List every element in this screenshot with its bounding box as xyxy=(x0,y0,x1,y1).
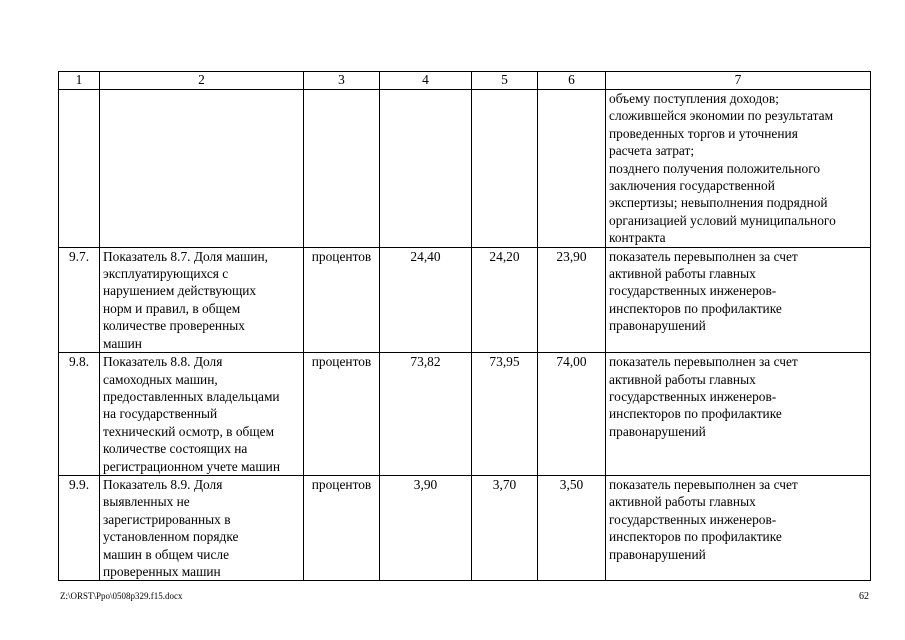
name-line: Показатель 8.7. Доля машин, xyxy=(103,248,269,264)
name-line: нарушением действующих xyxy=(103,283,257,299)
note-line: заключения государственной xyxy=(609,178,775,194)
note-cell xyxy=(606,353,871,476)
note-line: показатель перевыполнен за счет xyxy=(609,476,798,492)
name-line: машин xyxy=(103,335,142,351)
column-header-4: 4 xyxy=(380,72,472,90)
note-line: активной работы главных xyxy=(609,494,756,510)
note-line: расчета затрат; xyxy=(609,143,695,159)
value-col4: 24,40 xyxy=(380,247,472,352)
note-line: сложившейся экономии по результатам xyxy=(609,108,834,124)
note-line: показатель перевыполнен за счет xyxy=(609,354,798,370)
indicator-name xyxy=(100,353,304,476)
unit-cell: процентов xyxy=(304,247,380,352)
name-line: установленном порядке xyxy=(103,529,239,545)
note-line: инспекторов по профилактике xyxy=(609,529,782,545)
note-line: правонарушений xyxy=(609,318,706,334)
note-line: государственных инженеров- xyxy=(609,283,777,299)
row-number: 9.8. xyxy=(59,353,100,476)
name-line: на государственный xyxy=(103,406,218,422)
note-cell xyxy=(606,247,871,352)
value-col6: 3,50 xyxy=(538,475,606,580)
note-line: инспекторов по профилактике xyxy=(609,300,782,316)
note-line: экспертизы; невыполнения подрядной xyxy=(609,195,828,211)
header-row xyxy=(59,72,871,90)
note-line: показатель перевыполнен за счет xyxy=(609,248,798,264)
column-header-3: 3 xyxy=(304,72,380,90)
report-table xyxy=(58,71,871,581)
continuation-name-cell xyxy=(100,90,304,248)
column-header-2: 2 xyxy=(100,72,304,90)
note-line: активной работы главных xyxy=(609,371,756,387)
name-line: зарегистрированных в xyxy=(103,511,231,527)
column-header-7: 7 xyxy=(606,72,871,90)
unit-cell: процентов xyxy=(304,353,380,476)
name-line: предоставленных владельцами xyxy=(103,388,280,404)
note-line: организацией условий муниципального xyxy=(609,212,836,228)
indicator-name xyxy=(100,475,304,580)
continuation-num-cell xyxy=(59,90,100,248)
name-line: Показатель 8.8. Доля xyxy=(103,354,223,370)
name-line: Показатель 8.9. Доля xyxy=(103,476,223,492)
note-line: объему поступления доходов; xyxy=(609,91,779,106)
page-number: 62 xyxy=(859,591,869,602)
note-line: активной работы главных xyxy=(609,266,756,282)
unit-cell: процентов xyxy=(304,475,380,580)
note-line: проведенных торгов и уточнения xyxy=(609,125,798,141)
table-row-9-9 xyxy=(59,475,871,580)
continuation-unit-cell xyxy=(304,90,380,248)
table-row-9-7 xyxy=(59,247,871,352)
note-cell xyxy=(606,475,871,580)
note-line: государственных инженеров- xyxy=(609,511,777,527)
name-line: выявленных не xyxy=(103,494,190,510)
value-col6: 23,90 xyxy=(538,247,606,352)
column-header-6: 6 xyxy=(538,72,606,90)
value-col4: 73,82 xyxy=(380,353,472,476)
value-col5: 3,70 xyxy=(472,475,538,580)
column-header-1: 1 xyxy=(59,72,100,90)
name-line: норм и правил, в общем xyxy=(103,300,241,316)
continuation-value-cell xyxy=(538,90,606,248)
note-line: инспекторов по профилактике xyxy=(609,406,782,422)
name-line: проверенных машин xyxy=(103,563,221,579)
note-line: правонарушений xyxy=(609,423,706,439)
note-line: позднего получения положительного xyxy=(609,160,821,176)
note-line: контракта xyxy=(609,230,666,246)
note-line: правонарушений xyxy=(609,546,706,562)
table-row-9-8 xyxy=(59,353,871,476)
value-col5: 73,95 xyxy=(472,353,538,476)
continuation-note-cell xyxy=(606,90,871,248)
continuation-value-cell xyxy=(472,90,538,248)
name-line: количестве состоящих на xyxy=(103,441,248,457)
indicator-name xyxy=(100,247,304,352)
continuation-value-cell xyxy=(380,90,472,248)
value-col4: 3,90 xyxy=(380,475,472,580)
name-line: количестве проверенных xyxy=(103,318,245,334)
column-header-5: 5 xyxy=(472,72,538,90)
row-number: 9.9. xyxy=(59,475,100,580)
name-line: эксплуатирующихся с xyxy=(103,266,229,282)
name-line: машин в общем числе xyxy=(103,546,230,562)
row-number: 9.7. xyxy=(59,247,100,352)
name-line: самоходных машин, xyxy=(103,371,218,387)
note-line: государственных инженеров- xyxy=(609,388,777,404)
name-line: регистрационном учете машин xyxy=(103,458,281,474)
continuation-row xyxy=(59,90,871,248)
value-col6: 74,00 xyxy=(538,353,606,476)
name-line: технический осмотр, в общем xyxy=(103,423,275,439)
file-path-footer: Z:\ORST\Ppo\0508p329.f15.docx xyxy=(60,591,183,601)
value-col5: 24,20 xyxy=(472,247,538,352)
